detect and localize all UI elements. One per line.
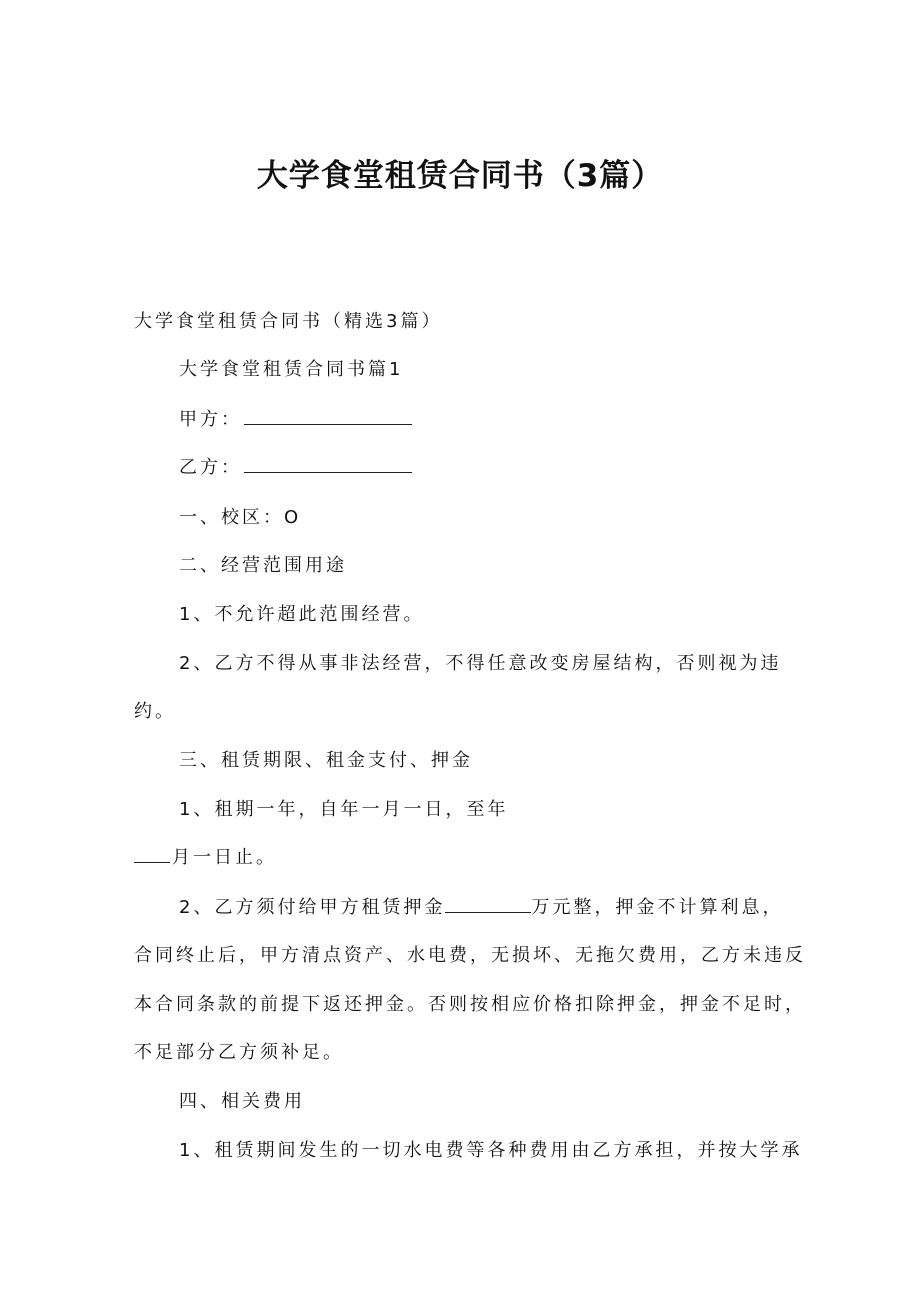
party-a-label: 甲方：	[179, 409, 242, 430]
clause-3-item-2-line-1	[179, 893, 783, 923]
clause-2-heading: 二、经营范围用途	[179, 555, 347, 576]
clause-2-item-2-line-2: 约。	[134, 701, 176, 722]
clause-4-item-1-line-1: 1、租赁期间发生的一切水电费等各种费用由乙方承担，并按大学承	[179, 1140, 803, 1161]
clause-3-item-2-line-1-b: 万元整，押金不计算利息，	[531, 897, 784, 918]
clause-1: 一、校区：O	[179, 507, 302, 528]
document-subtitle: 大学食堂租赁合同书（精选3篇）	[134, 311, 443, 332]
clause-2-item-1: 1、不允许超此范围经营。	[179, 604, 425, 625]
party-a-blank	[244, 406, 412, 425]
clause-3-item-2-line-1-a: 2、乙方须付给甲方租赁押金	[179, 897, 446, 918]
clause-2-item-2-line-1: 2、乙方不得从事非法经营，不得任意改变房屋结构，否则视为违	[179, 653, 782, 674]
party-a-line	[179, 405, 412, 435]
clause-3-item-1-line-1: 1、租期一年，自年一月一日，至年	[179, 799, 509, 820]
document-title: 大学食堂租赁合同书（3篇）	[256, 158, 664, 194]
month-blank	[134, 844, 170, 863]
clause-3-heading: 三、租赁期限、租金支付、押金	[179, 750, 473, 771]
clause-3-item-2-line-2: 合同终止后，甲方清点资产、水电费，无损坏、无拖欠费用，乙方未违反	[134, 945, 806, 966]
clause-3-item-2-line-4: 不足部分乙方须补足。	[134, 1042, 344, 1063]
party-b-line	[179, 453, 412, 483]
section-heading: 大学食堂租赁合同书篇1	[179, 359, 404, 380]
clause-4-heading: 四、相关费用	[179, 1091, 305, 1112]
clause-3-item-1-line-2	[134, 843, 277, 873]
clause-3-item-2-line-3: 本合同条款的前提下返还押金。否则按相应价格扣除押金，押金不足时，	[134, 994, 806, 1015]
deposit-blank	[445, 894, 531, 913]
party-b-blank	[244, 454, 412, 473]
party-b-label: 乙方：	[179, 457, 242, 478]
clause-3-item-1-line-2-text: 月一日止。	[172, 847, 277, 868]
